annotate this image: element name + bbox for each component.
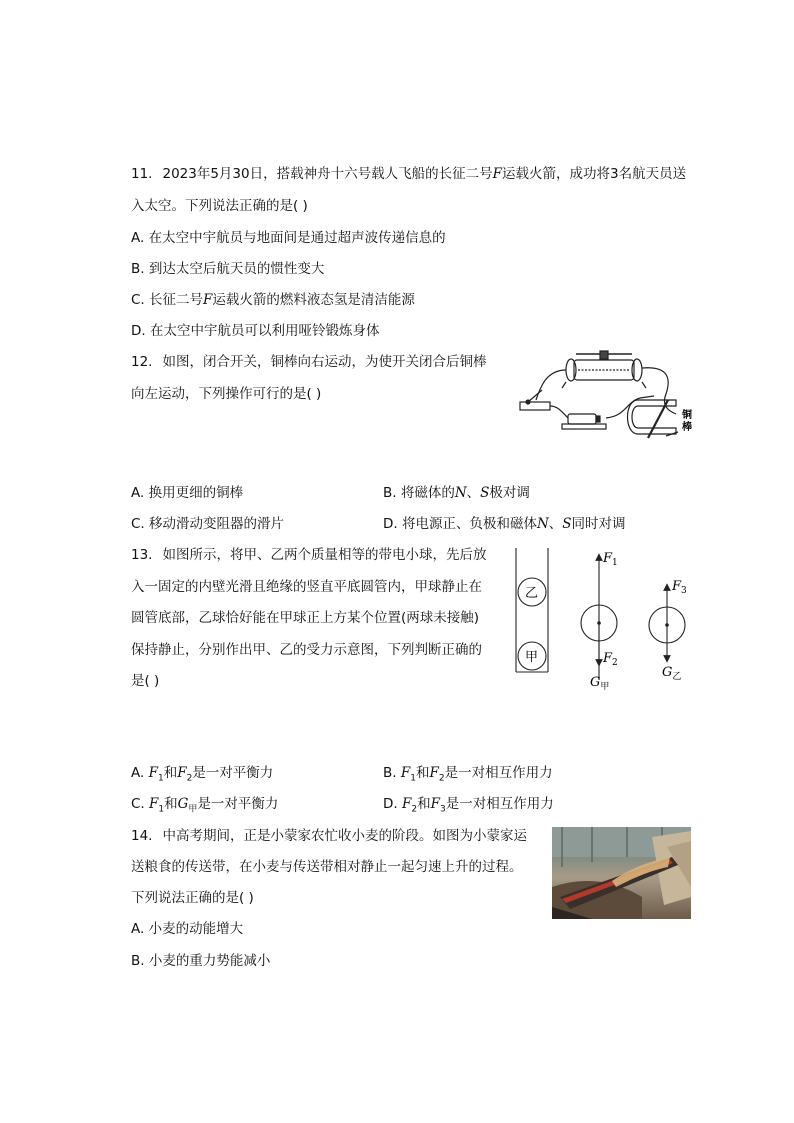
q13-option-d-label: D. (383, 796, 398, 812)
q12-option-d-text-b: 同时对调 (571, 516, 626, 532)
q13-d-and: 和 (417, 796, 431, 812)
label-f1: $F_1$ (603, 551, 618, 568)
ball-label-top: 乙 (525, 586, 539, 601)
q13-d-f2-sub: 2 (411, 804, 418, 815)
conveyor-belt-photo (552, 827, 691, 919)
q14-option-a: A. 小麦的动能增大 (131, 921, 244, 937)
q13-a-f2-sub: 2 (186, 773, 193, 784)
q11-stem-line2: 入太空。下列说法正确的是( ) (131, 198, 308, 214)
q12-option-d (383, 514, 626, 534)
q13-option-d (383, 794, 554, 820)
q13-stem-line1 (131, 545, 486, 565)
q13-a-text: 是一对平衡力 (192, 765, 274, 781)
q11-option-c-text-a: C. 长征二号 (131, 292, 204, 308)
q12-option-d-n: N (536, 516, 549, 532)
q12-option-b-sep: 、 (466, 485, 481, 501)
switch-icon (520, 402, 550, 410)
q13-b-f2: F (429, 765, 439, 781)
q13-d-f3: F (430, 796, 440, 812)
q13-d-f2: F (401, 796, 412, 812)
q13-b-f1-sub: 1 (410, 773, 416, 784)
label-f2: $F_2$ (603, 651, 618, 668)
q13-c-f1-sub: 1 (158, 804, 165, 815)
q13-a-f2: F (177, 765, 187, 781)
q13-stem-line3: 圆管底部，乙球恰好能在甲球正上方某个位置(两球未接触) (131, 610, 480, 626)
q13-option-c-label: C. (131, 796, 145, 812)
q13-c-and: 和 (164, 796, 178, 812)
q11-stem-text-a: 2023年5月30日，搭载神舟十六号载人飞船的长征二号 (162, 166, 493, 182)
q14-stem-line3: 下列说法正确的是( ) (131, 890, 254, 906)
q14-stem-line2: 送粮食的传送带，在小麦与传送带相对静止一起匀速上升的过程。 (131, 859, 523, 875)
q12-option-b-text-a: B. 将磁体的 (383, 485, 455, 501)
q14-stem-text: 中高考期间，正是小蒙家农忙收小麦的阶段。如图为小蒙家运 (162, 828, 527, 844)
label-g-yi: $G_乙$ (662, 665, 682, 682)
q11-option-a: A. 在太空中宇航员与地面间是通过超声波传递信息的 (131, 230, 446, 246)
q11-option-c-italic: F (203, 292, 213, 308)
q12-option-b-n: N (454, 485, 467, 501)
label-g-jia: $G_甲$ (590, 675, 610, 692)
q12-option-a: A. 换用更细的铜棒 (131, 485, 244, 501)
q12-circuit-figure (516, 348, 696, 444)
q13-stem-text: 如图所示，将甲、乙两个质量相等的带电小球，先后放 (162, 547, 487, 563)
q13-a-f1: F (148, 765, 158, 781)
q13-option-b-label: B. (383, 765, 397, 781)
q11-option-d: D. 在太空中宇航员可以利用哑铃锻炼身体 (131, 323, 380, 339)
q12-option-b-s: S (480, 485, 490, 501)
rod-label-2: 棒 (682, 422, 692, 433)
q13-b-f2-sub: 2 (438, 773, 445, 784)
q11-option-b: B. 到达太空后航天员的惯性变大 (131, 261, 325, 277)
conveyor-photo-drawing (552, 827, 691, 919)
q11-stem-text-b: 运载火箭，成功将3名航天员送 (501, 166, 687, 182)
q13-option-a (131, 763, 273, 789)
rod-label-1: 铜 (682, 410, 692, 421)
q13-b-and: 和 (415, 765, 430, 781)
q13-c-g-sub: 甲 (188, 804, 198, 815)
ball-label-bottom: 甲 (525, 650, 539, 665)
q13-d-f3-sub: 3 (439, 804, 446, 815)
q12-option-b (383, 483, 530, 503)
q13-option-a-label: A. (131, 765, 145, 781)
q13-b-f1: F (400, 765, 411, 781)
q14-stem-line1 (131, 826, 527, 846)
q13-stem-line4: 保持静止，分别作出甲、乙的受力示意图，下列判断正确的 (131, 642, 482, 658)
q11-stem-line1 (131, 164, 686, 184)
q11-stem-italic: F (492, 166, 502, 182)
q12-option-b-text-b: 极对调 (489, 485, 530, 501)
q11-option-c-text-b: 运载火箭的燃料液态氢是清洁能源 (212, 292, 415, 308)
q13-number: 13. (131, 547, 153, 563)
q13-c-g: G (177, 796, 189, 812)
battery-icon (568, 414, 596, 424)
q13-option-b (383, 763, 553, 789)
q12-option-c: C. 移动滑动变阻器的滑片 (131, 516, 285, 532)
q13-stem-line2: 入一固定的内壁光滑且绝缘的竖直平底圆管内，甲球静止在 (131, 579, 482, 595)
q13-d-text: 是一对相互作用力 (445, 796, 554, 812)
q13-b-text: 是一对相互作用力 (444, 765, 553, 781)
q14-option-b: B. 小麦的重力势能减小 (131, 953, 271, 969)
q12-option-d-s: S (562, 516, 572, 532)
q12-number: 12. (131, 354, 153, 370)
q13-a-and: 和 (163, 765, 178, 781)
q12-stem-line2: 向左运动，下列操作可行的是( ) (131, 386, 322, 402)
label-f3: $F_3$ (672, 579, 687, 596)
q13-option-c (131, 794, 278, 820)
q13-force-figure (510, 542, 700, 692)
q12-stem-line1 (131, 352, 486, 372)
q12-option-d-text-a: D. 将电源正、负极和磁体 (383, 516, 537, 532)
q13-c-text: 是一对平衡力 (197, 796, 279, 812)
q12-option-d-sep: 、 (548, 516, 563, 532)
q13-a-f1-sub: 1 (157, 773, 164, 784)
q11-number: 11. (131, 166, 153, 182)
q11-option-c (131, 290, 415, 310)
q14-number: 14. (131, 828, 153, 844)
q12-stem-text: 如图，闭合开关，铜棒向右运动，为使开关闭合后铜棒 (162, 354, 487, 370)
q13-c-f1: F (149, 796, 159, 812)
q13-stem-line5: 是( ) (131, 673, 160, 689)
